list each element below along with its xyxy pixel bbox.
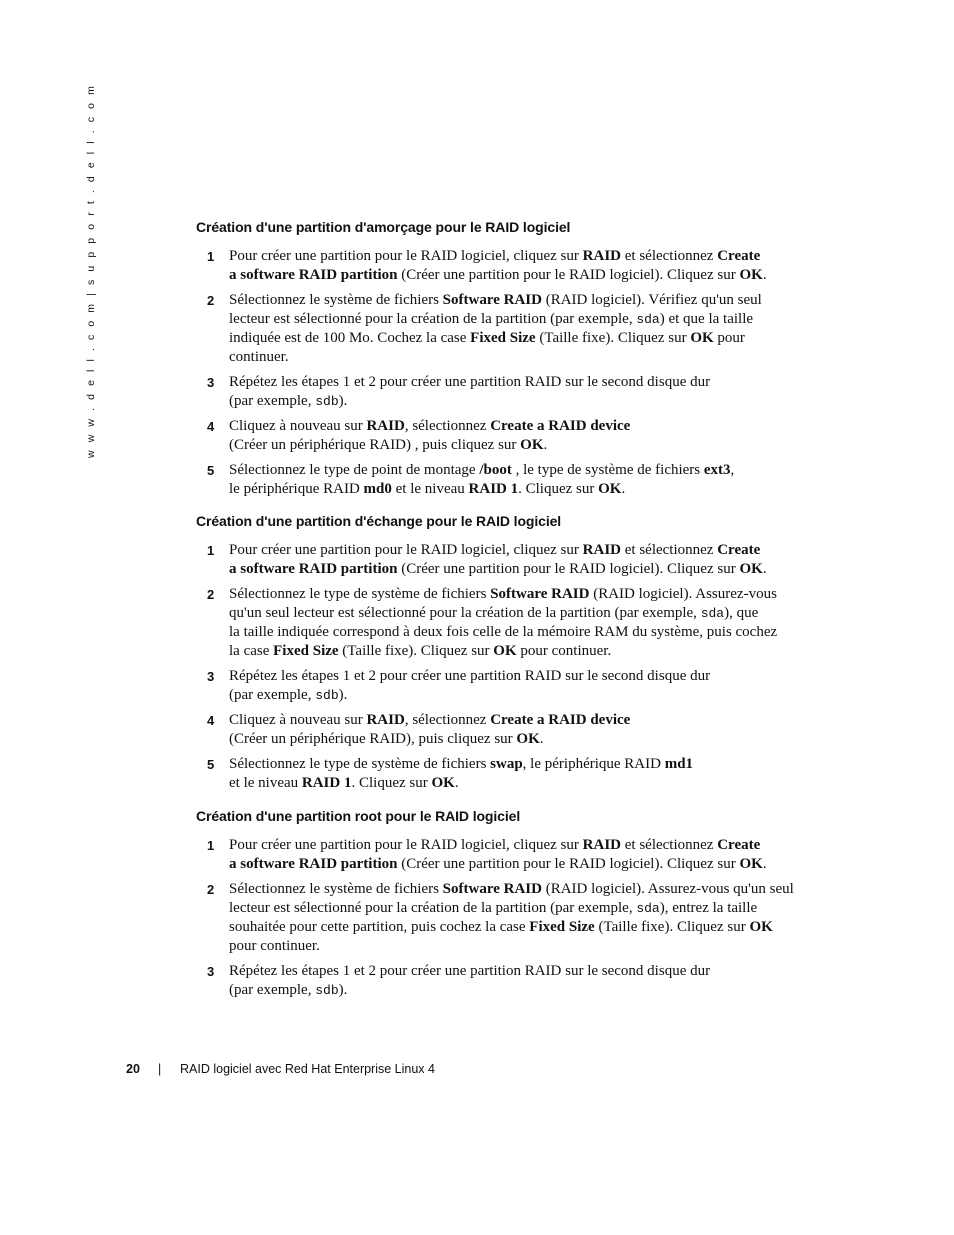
bold-term: Create a RAID device [490, 712, 631, 728]
step-text: Répétez les étapes 1 et 2 pour créer une partition RAID sur le second disque dur [229, 963, 711, 979]
step-text: et le niveau [391, 481, 469, 497]
step-text: indiquée est de 100 Mo. Cochez la case [229, 330, 471, 346]
bold-term: md0 [363, 481, 392, 497]
step-number: 3 [207, 964, 215, 979]
section-heading: Création d'une partition d'amorçage pour le RAID logiciel [196, 219, 571, 235]
list-item [196, 836, 816, 874]
bold-term: a software RAID partition [229, 856, 398, 872]
bold-term: Create [717, 248, 761, 264]
bold-term: RAID 1 [468, 481, 519, 497]
step-text: (Créer une partition pour le RAID logiciel). Cliquez sur [397, 856, 740, 872]
list-item [196, 461, 816, 499]
step-number: 1 [207, 838, 215, 853]
step-text: . [762, 561, 767, 577]
bold-term: RAID [582, 837, 621, 853]
step-text: , sélectionnez [404, 418, 491, 434]
step-text: continuer. [229, 349, 289, 365]
bold-term: OK [739, 561, 763, 577]
bold-term: a software RAID partition [229, 267, 398, 283]
step-text: , le type de système de fichiers [511, 462, 704, 478]
list-item [196, 962, 816, 1000]
step-text: Pour créer une partition pour le RAID logiciel, cliquez sur [229, 248, 583, 264]
list-item [196, 247, 816, 285]
code-term: sda [636, 901, 660, 916]
list-item [196, 711, 816, 749]
step-text: (Créer une partition pour le RAID logiciel). Cliquez sur [397, 561, 740, 577]
list-item [196, 291, 816, 367]
step-text: , sélectionnez [404, 712, 491, 728]
step-text: (Taille fixe). Cliquez sur [594, 919, 750, 935]
bold-term: OK [516, 731, 540, 747]
code-term: sda [700, 606, 725, 621]
step-text: Répétez les étapes 1 et 2 pour créer une partition RAID sur le second disque dur [229, 668, 711, 684]
page-number: 20 [126, 1062, 140, 1076]
bold-term: Create [717, 542, 761, 558]
sidebar-url [82, 83, 102, 458]
step-text: , le périphérique RAID [522, 756, 665, 772]
step-text: ). [338, 393, 348, 409]
step-number: 2 [207, 882, 215, 897]
step-text: (Créer un périphérique RAID), puis cliquez sur [229, 731, 517, 747]
step-text: Répétez les étapes 1 et 2 pour créer une partition RAID sur le second disque dur [229, 374, 711, 390]
step-text: Cliquez à nouveau sur [229, 712, 367, 728]
bold-term: Software RAID [490, 586, 590, 602]
bold-term: Create a RAID device [490, 418, 631, 434]
code-term: sdb [315, 394, 339, 409]
bold-term: Software RAID [442, 292, 542, 308]
bold-term: a software RAID partition [229, 561, 398, 577]
step-text: la taille indiquée correspond à deux fois celle de la mémoire RAM du système, puis cochez [229, 624, 778, 640]
step-number: 1 [207, 249, 215, 264]
bold-term: RAID [582, 542, 621, 558]
step-number: 3 [207, 669, 215, 684]
bold-term: OK [520, 437, 544, 453]
step-text: . [762, 267, 767, 283]
step-text: Pour créer une partition pour le RAID logiciel, cliquez sur [229, 542, 583, 558]
bold-term: RAID 1 [301, 775, 352, 791]
step-text: pour continuer. [229, 938, 320, 954]
step-text: ), que [724, 605, 759, 621]
section-heading: Création d'une partition d'échange pour le RAID logiciel [196, 513, 562, 529]
step-list [196, 541, 816, 793]
step-text: lecteur est sélectionné pour la création de la partition (par exemple, [229, 311, 637, 327]
step-text: (par exemple, [229, 982, 316, 998]
step-text: . Cliquez sur [351, 775, 432, 791]
bold-term: Software RAID [442, 881, 542, 897]
step-text: Sélectionnez le système de fichiers [229, 292, 443, 308]
step-text: (par exemple, [229, 687, 316, 703]
step-text: Sélectionnez le type de système de fichiers [229, 756, 491, 772]
step-text: (Créer un périphérique RAID) , puis cliquez sur [229, 437, 521, 453]
step-number: 4 [207, 713, 215, 728]
step-text: . [543, 437, 548, 453]
list-item [196, 373, 816, 411]
step-text: Sélectionnez le système de fichiers [229, 881, 443, 897]
step-text: Pour créer une partition pour le RAID logiciel, cliquez sur [229, 837, 583, 853]
bold-term: RAID [366, 712, 405, 728]
bold-term: swap [490, 756, 523, 772]
step-number: 5 [207, 757, 215, 772]
list-item [196, 755, 816, 793]
main-content [196, 219, 816, 1006]
step-text: (RAID logiciel). Vérifiez qu'un seul [541, 292, 762, 308]
step-text: (RAID logiciel). Assurez-vous qu'un seul [541, 881, 794, 897]
step-text: et sélectionnez [621, 248, 718, 264]
step-number: 2 [207, 293, 215, 308]
step-number: 4 [207, 419, 215, 434]
list-item [196, 541, 816, 579]
bold-term: OK [690, 330, 714, 346]
step-text: Sélectionnez le type de point de montage [229, 462, 480, 478]
step-text: (Taille fixe). Cliquez sur [338, 643, 494, 659]
step-number: 2 [207, 587, 215, 602]
step-number: 1 [207, 543, 215, 558]
step-text: la case [229, 643, 274, 659]
list-item [196, 417, 816, 455]
step-text: (Taille fixe). Cliquez sur [535, 330, 691, 346]
list-item [196, 880, 816, 956]
step-text: Cliquez à nouveau sur [229, 418, 367, 434]
bold-term: OK [739, 856, 763, 872]
step-text: (par exemple, [229, 393, 316, 409]
bold-term: RAID [366, 418, 405, 434]
step-text: ) et que la taille [659, 311, 754, 327]
footer-separator: | [158, 1062, 162, 1076]
step-text: . [762, 856, 767, 872]
footer-title: RAID logiciel avec Red Hat Enterprise Linux 4 [180, 1062, 435, 1076]
step-text: (RAID logiciel). Assurez-vous [589, 586, 777, 602]
step-text: ). [338, 687, 348, 703]
bold-term: OK [749, 919, 773, 935]
step-text: . [621, 481, 626, 497]
section-heading: Création d'une partition root pour le RAID logiciel [196, 808, 521, 824]
bold-term: /boot [479, 462, 512, 478]
step-text: le périphérique RAID [229, 481, 364, 497]
step-text: ). [338, 982, 348, 998]
step-text: lecteur est sélectionné pour la création de la partition (par exemple, [229, 900, 637, 916]
step-text: pour [713, 330, 745, 346]
sidebar-url-text: w w w . d e l l . c o m | s u p p o r t . d e l l . c o m [85, 83, 97, 458]
step-text: et sélectionnez [621, 542, 718, 558]
step-text: pour continuer. [516, 643, 612, 659]
bold-term: OK [598, 481, 622, 497]
step-text: (Créer une partition pour le RAID logiciel). Cliquez sur [397, 267, 740, 283]
step-text: , [730, 462, 735, 478]
code-term: sdb [315, 688, 339, 703]
step-text: et sélectionnez [621, 837, 718, 853]
step-text: Sélectionnez le type de système de fichiers [229, 586, 491, 602]
bold-term: RAID [582, 248, 621, 264]
bold-term: Fixed Size [273, 643, 339, 659]
bold-term: OK [431, 775, 455, 791]
bold-term: md1 [664, 756, 694, 772]
list-item [196, 585, 816, 661]
bold-term: Fixed Size [470, 330, 536, 346]
step-text: souhaitée pour cette partition, puis cochez la case [229, 919, 530, 935]
step-text: . [454, 775, 459, 791]
step-text: . [539, 731, 544, 747]
bold-term: OK [493, 643, 517, 659]
step-text: ), entrez la taille [659, 900, 758, 916]
step-number: 5 [207, 463, 215, 478]
bold-term: ext3 [703, 462, 731, 478]
step-list [196, 247, 816, 499]
step-text: qu'un seul lecteur est sélectionné pour la création de la partition (par exemple, [229, 605, 701, 621]
bold-term: Create [717, 837, 761, 853]
step-text: . Cliquez sur [518, 481, 599, 497]
code-term: sda [636, 312, 660, 327]
step-text: et le niveau [229, 775, 302, 791]
step-number: 3 [207, 375, 215, 390]
bold-term: OK [739, 267, 763, 283]
list-item [196, 667, 816, 705]
step-list [196, 836, 816, 1000]
code-term: sdb [315, 983, 339, 998]
bold-term: Fixed Size [529, 919, 595, 935]
